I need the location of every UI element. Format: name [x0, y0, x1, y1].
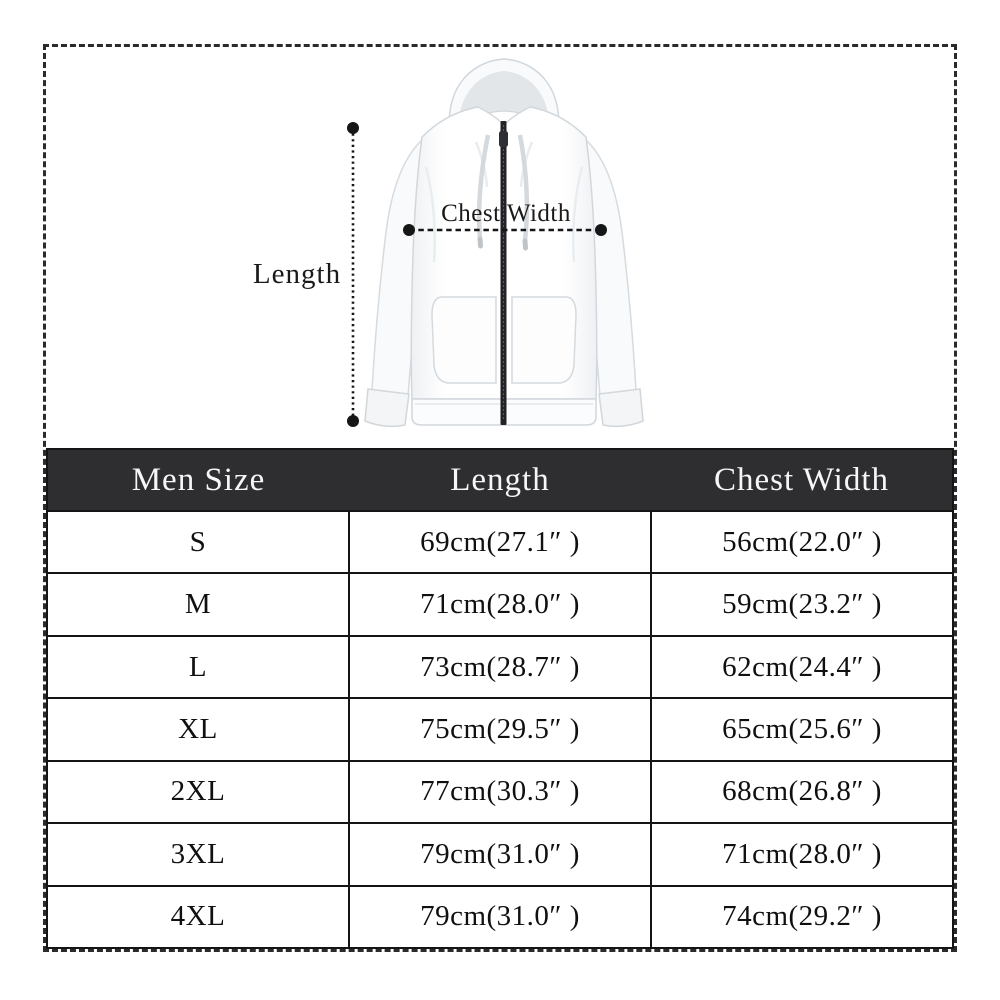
table-row — [47, 823, 953, 885]
column-header-men-size: Men Size — [47, 449, 349, 511]
product-figure — [46, 47, 954, 448]
length-label: Length — [252, 258, 342, 290]
hoodie-image — [365, 59, 643, 426]
length-cell: 79cm(31.0″ ) — [349, 823, 651, 885]
dashed-frame — [43, 44, 957, 952]
table-header — [47, 449, 953, 511]
length-cell: 77cm(30.3″ ) — [349, 761, 651, 823]
size-cell: 2XL — [47, 761, 349, 823]
chest-cell: 65cm(25.6″ ) — [651, 698, 953, 760]
hoodie-measurement-diagram — [46, 47, 954, 448]
table-row — [47, 886, 953, 948]
chest-cell: 56cm(22.0″ ) — [651, 511, 953, 573]
column-header-length: Length — [349, 449, 651, 511]
size-cell: L — [47, 636, 349, 698]
size-cell: 3XL — [47, 823, 349, 885]
length-cell: 73cm(28.7″ ) — [349, 636, 651, 698]
chest-cell: 68cm(26.8″ ) — [651, 761, 953, 823]
chest-cell: 62cm(24.4″ ) — [651, 636, 953, 698]
table-row — [47, 636, 953, 698]
size-cell: S — [47, 511, 349, 573]
length-cell: 71cm(28.0″ ) — [349, 573, 651, 635]
length-cell: 79cm(31.0″ ) — [349, 886, 651, 948]
chest-cell: 59cm(23.2″ ) — [651, 573, 953, 635]
length-measure-line — [347, 122, 359, 427]
table-row — [47, 761, 953, 823]
table-row — [47, 573, 953, 635]
chest-width-label: Chest Width — [441, 200, 571, 227]
chest-cell: 71cm(28.0″ ) — [651, 823, 953, 885]
table-row — [47, 511, 953, 573]
length-cell: 69cm(27.1″ ) — [349, 511, 651, 573]
size-chart-table — [46, 448, 954, 949]
size-cell: M — [47, 573, 349, 635]
size-cell: XL — [47, 698, 349, 760]
chest-cell: 74cm(29.2″ ) — [651, 886, 953, 948]
column-header-chest-width: Chest Width — [651, 449, 953, 511]
length-cell: 75cm(29.5″ ) — [349, 698, 651, 760]
size-cell: 4XL — [47, 886, 349, 948]
table-row — [47, 698, 953, 760]
